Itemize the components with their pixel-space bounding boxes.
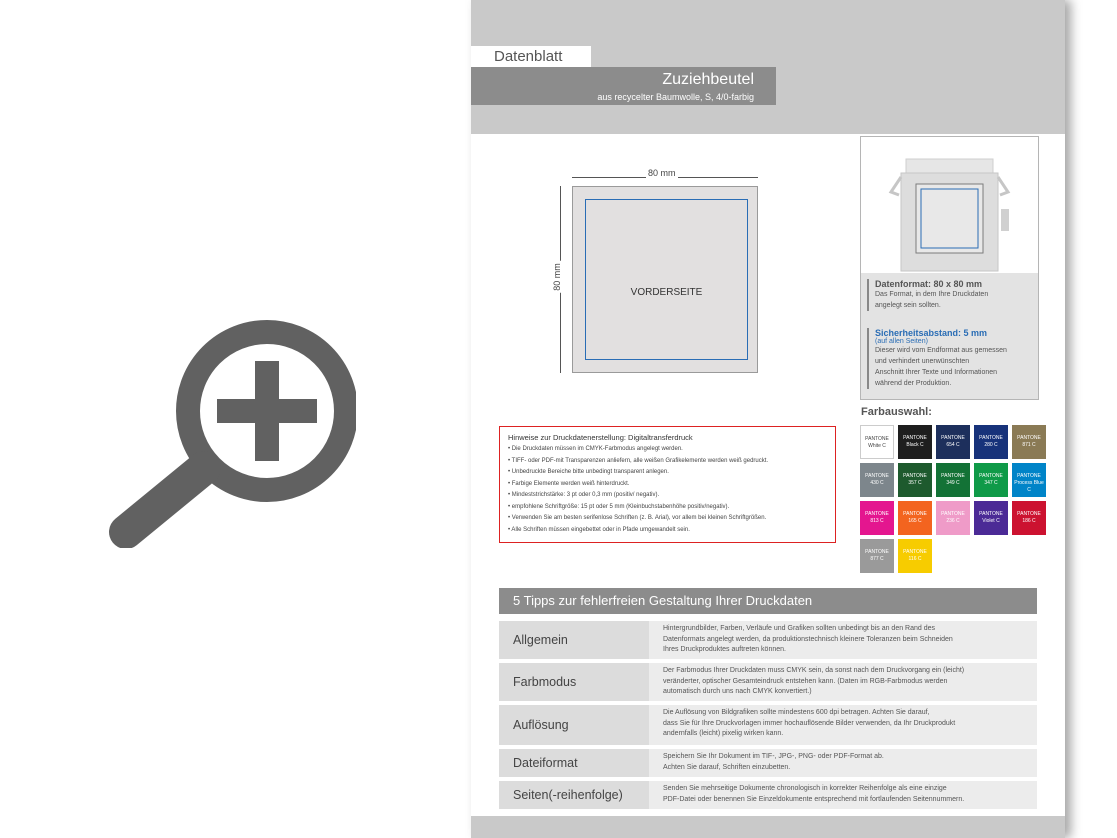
tip-name: Allgemein <box>499 621 649 659</box>
swatch-label: PANTONE <box>1017 435 1041 441</box>
color-swatch <box>1012 463 1046 497</box>
swatch-code: 430 C <box>870 480 884 486</box>
tip-name: Seiten(-reihenfolge) <box>499 781 649 809</box>
swatch-label: PANTONE <box>865 473 889 479</box>
swatch-label: PANTONE <box>979 435 1003 441</box>
tip-row <box>499 705 1037 745</box>
color-swatch <box>860 463 894 497</box>
print-template <box>572 186 758 373</box>
tip-description-line: Ihres Druckproduktes auftreten können. <box>663 646 786 653</box>
swatch-label: PANTONE <box>1017 511 1041 517</box>
tip-description-line: Speichern Sie Ihr Dokument im TIF-, JPG-, PNG- oder PDF-Format ab. <box>663 753 884 760</box>
tip-description-line: PDF-Datei oder benennen Sie Einzeldokumente entsprechend mit fortlaufenden Seitennummern. <box>663 795 965 803</box>
tips-header: 5 Tipps zur fehlerfreien Gestaltung Ihrer Druckdaten <box>499 588 1037 614</box>
hint-item: • Verwenden Sie am besten serifenlose Schriften (z. B. Arial), vor allem bei kleinen Schriftgrößen. <box>508 515 767 521</box>
swatch-label: PANTONE <box>865 549 889 555</box>
product-subtitle: aus recycelter Baumwolle, S, 4/0-farbig <box>597 92 754 102</box>
safety-text-line: Dieser wird vom Endformat aus gemessen <box>875 347 1007 354</box>
tip-description-line: Datenformats angelegt werden, da produktionstechnisch kleinere Toleranzen beim Schneiden <box>663 635 953 643</box>
product-title: Zuziehbeutel <box>662 71 754 88</box>
tip-description <box>649 781 1037 809</box>
hints-list <box>508 444 827 536</box>
hints-title: Hinweise zur Druckdatenerstellung: Digitaltransferdruck <box>508 433 693 442</box>
safety-subtitle: (auf allen Seiten) <box>875 338 928 345</box>
zoom-in-icon[interactable] <box>104 318 356 548</box>
swatch-code: 236 C <box>946 518 960 524</box>
safety-text-line: Anschnitt Ihrer Texte und Informationen <box>875 369 998 376</box>
tip-description-line: dass Sie für Ihre Druckvorlagen immer hochauflösende Bilder verwenden, da Ihr Druckprodukt <box>663 719 956 727</box>
tip-description-line: Die Auflösung von Bildgrafiken sollte mindestens 600 dpi betragen. Achten Sie darauf, <box>663 709 930 716</box>
tip-description <box>649 749 1037 777</box>
color-swatch <box>1012 425 1046 459</box>
color-swatch <box>898 539 932 573</box>
color-swatch <box>936 501 970 535</box>
color-swatch <box>1012 501 1046 535</box>
swatch-label: PANTONE <box>865 511 889 517</box>
format-text-line: angelegt sein sollten. <box>875 302 941 309</box>
color-swatch <box>936 425 970 459</box>
color-selection-title: Farbauswahl: <box>861 406 932 418</box>
tip-name: Farbmodus <box>499 663 649 701</box>
hint-item: • Farbige Elemente werden weiß hinterdruckt. <box>508 480 630 487</box>
tip-description-line: andernfalls (leicht) pixelig wirken kann. <box>663 730 784 737</box>
format-info <box>867 279 988 311</box>
swatch-code: 357 C <box>908 480 922 486</box>
safety-text-line: während der Produktion. <box>875 380 952 387</box>
tip-description <box>649 705 1037 745</box>
safety-text-line: und verhindert unerwünschten <box>875 358 970 365</box>
footer-band <box>471 816 1065 838</box>
tip-name: Auflösung <box>499 705 649 745</box>
safety-area <box>585 199 748 360</box>
tip-description-line: Der Farbmodus Ihrer Druckdaten muss CMYK sein, da sonst nach dem Druckvorgang ein (leicht) <box>663 667 965 674</box>
swatch-code: 877 C <box>870 556 884 562</box>
hint-item: • empfohlene Schriftgröße: 15 pt oder 5 mm (Kleinbuchstabenhöhe positiv/negativ). <box>508 503 730 510</box>
swatch-code: 347 C <box>984 480 998 486</box>
tip-description <box>649 621 1037 659</box>
swatch-label: PANTONE <box>903 435 927 441</box>
color-swatch <box>974 425 1008 459</box>
swatch-label: PANTONE <box>941 473 965 479</box>
tip-row <box>499 663 1037 701</box>
tip-description <box>649 663 1037 701</box>
swatch-code: 165 C <box>908 518 922 524</box>
product-title-bar <box>471 67 776 105</box>
tip-row <box>499 749 1037 777</box>
safety-info <box>867 328 1007 389</box>
datasheet-page <box>471 0 1065 838</box>
datasheet-tab: Datenblatt <box>471 46 591 67</box>
safety-title: Sicherheitsabstand: 5 mm <box>875 328 988 338</box>
hint-item: • TIFF- oder PDF-mit Transparenzen anliefern, alle weißen Grafikelemente werden weiß gedruckt. <box>508 457 769 464</box>
swatch-code: Violet C <box>982 518 1000 524</box>
tip-description-line: Senden Sie mehrseitige Dokumente chronologisch in korrekter Reihenfolge als eine einzige <box>663 785 947 792</box>
swatch-label: PANTONE <box>903 511 927 517</box>
hint-item: • Unbedruckte Bereiche bitte unbedingt transparent anlegen. <box>508 469 669 475</box>
bag-illustration <box>861 137 1038 273</box>
tip-description-line: veränderter, optischer Gesamteindruck entstehen kann. (Daten im RGB-Farbmodus werden <box>663 677 948 685</box>
tip-description-line: Hintergrundbilder, Farben, Verläufe und Grafiken sollten unbedingt bis an den Rand des <box>663 625 936 632</box>
tip-description-line: automatisch durch uns nach CMYK konvertiert.) <box>663 688 812 695</box>
swatch-code: 654 C <box>946 442 960 448</box>
swatch-code: 871 C <box>1022 442 1036 448</box>
swatch-code: Process Blue C <box>1014 480 1044 493</box>
info-panel <box>860 136 1039 400</box>
color-swatch <box>898 501 932 535</box>
print-hints-box <box>499 426 836 543</box>
format-text-line: Das Format, in dem Ihre Druckdaten <box>875 291 989 298</box>
color-swatch <box>860 539 894 573</box>
swatch-label: PANTONE <box>979 511 1003 517</box>
swatch-code: 349 C <box>946 480 960 486</box>
tip-name: Dateiformat <box>499 749 649 777</box>
tip-row <box>499 621 1037 659</box>
swatch-code: White C <box>868 443 886 449</box>
swatch-label: PANTONE <box>979 473 1003 479</box>
swatch-code: 116 C <box>908 556 922 562</box>
swatch-code: Black C <box>906 442 924 448</box>
swatch-code: 280 C <box>984 442 998 448</box>
color-swatch <box>974 501 1008 535</box>
tip-description-line: Achten Sie darauf, Schriften einzubetten. <box>663 763 791 771</box>
color-swatch <box>936 463 970 497</box>
color-swatch <box>860 425 894 459</box>
swatch-label: PANTONE <box>941 511 965 517</box>
swatch-code: 186 C <box>1022 518 1036 524</box>
height-dimension-label: 80 mm <box>551 263 562 291</box>
width-dimension-label: 80 mm <box>648 168 676 178</box>
swatch-label: PANTONE <box>903 473 927 479</box>
swatch-code: 813 C <box>870 518 884 524</box>
color-swatch <box>898 425 932 459</box>
tip-row <box>499 781 1037 809</box>
hint-item: • Alle Schriften müssen eingebettet oder in Pfade umgewandelt sein. <box>508 526 690 533</box>
swatch-label: PANTONE <box>865 436 889 442</box>
swatch-label: PANTONE <box>1017 473 1041 479</box>
front-side-label: VORDERSEITE <box>630 287 703 298</box>
color-swatch <box>860 501 894 535</box>
color-swatch <box>974 463 1008 497</box>
swatch-label: PANTONE <box>941 435 965 441</box>
hint-item: • Mindeststrichstärke: 3 pt oder 0,3 mm (positiv/ negativ). <box>508 492 660 498</box>
color-swatch <box>898 463 932 497</box>
swatch-label: PANTONE <box>903 549 927 555</box>
format-title: Datenformat: 80 x 80 mm <box>875 279 983 289</box>
hint-item: • Die Druckdaten müssen im CMYK-Farbmodus angelegt werden. <box>508 446 683 452</box>
